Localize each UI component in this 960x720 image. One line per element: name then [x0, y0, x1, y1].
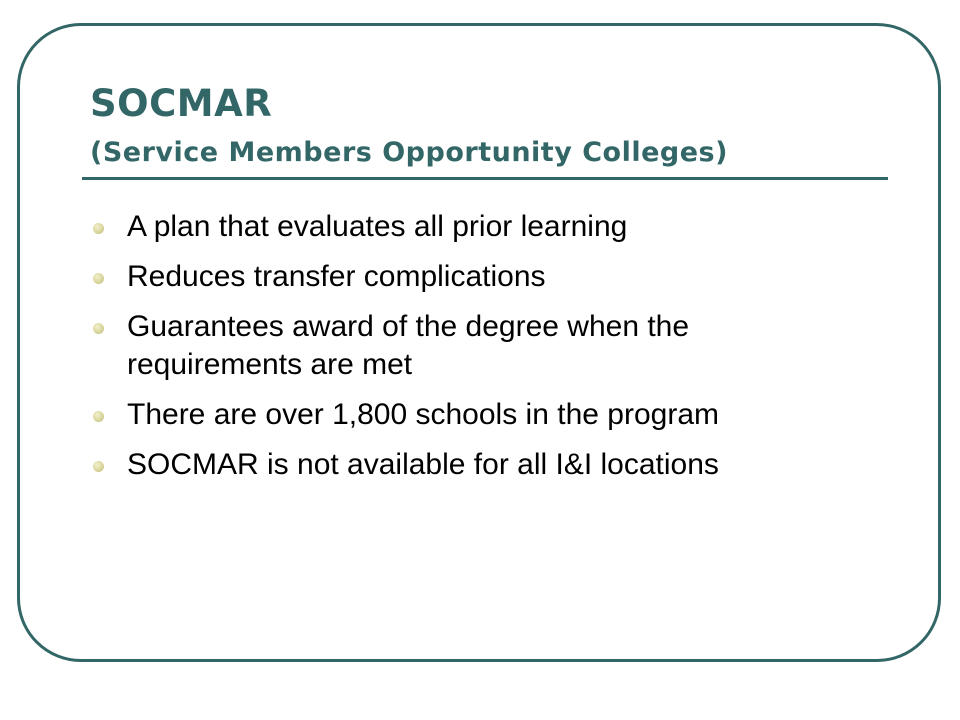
bullet-list [90, 208, 870, 496]
bullet-item [90, 258, 870, 296]
bullet-dot-icon [93, 323, 104, 334]
bullet-dot-icon [93, 223, 104, 234]
slide-title: SOCMAR [90, 82, 273, 125]
bullet-text: A plan that evaluates all prior learning [127, 210, 628, 243]
title-divider [82, 177, 888, 180]
bullet-item [90, 208, 870, 246]
bullet-item [90, 308, 870, 384]
bullet-text: Guarantees award of the degree when the requirements are met [127, 310, 690, 381]
bullet-dot-icon [93, 461, 104, 472]
bullet-text: There are over 1,800 schools in the program [127, 398, 719, 431]
bullet-item [90, 446, 870, 484]
bullet-dot-icon [93, 411, 104, 422]
bullet-text: Reduces transfer complications [127, 260, 546, 293]
bullet-text: SOCMAR is not available for all I&I locations [127, 448, 719, 481]
bullet-dot-icon [93, 273, 104, 284]
bullet-item [90, 396, 870, 434]
title-block [90, 82, 890, 170]
slide-subtitle: (Service Members Opportunity Colleges) [90, 137, 728, 168]
